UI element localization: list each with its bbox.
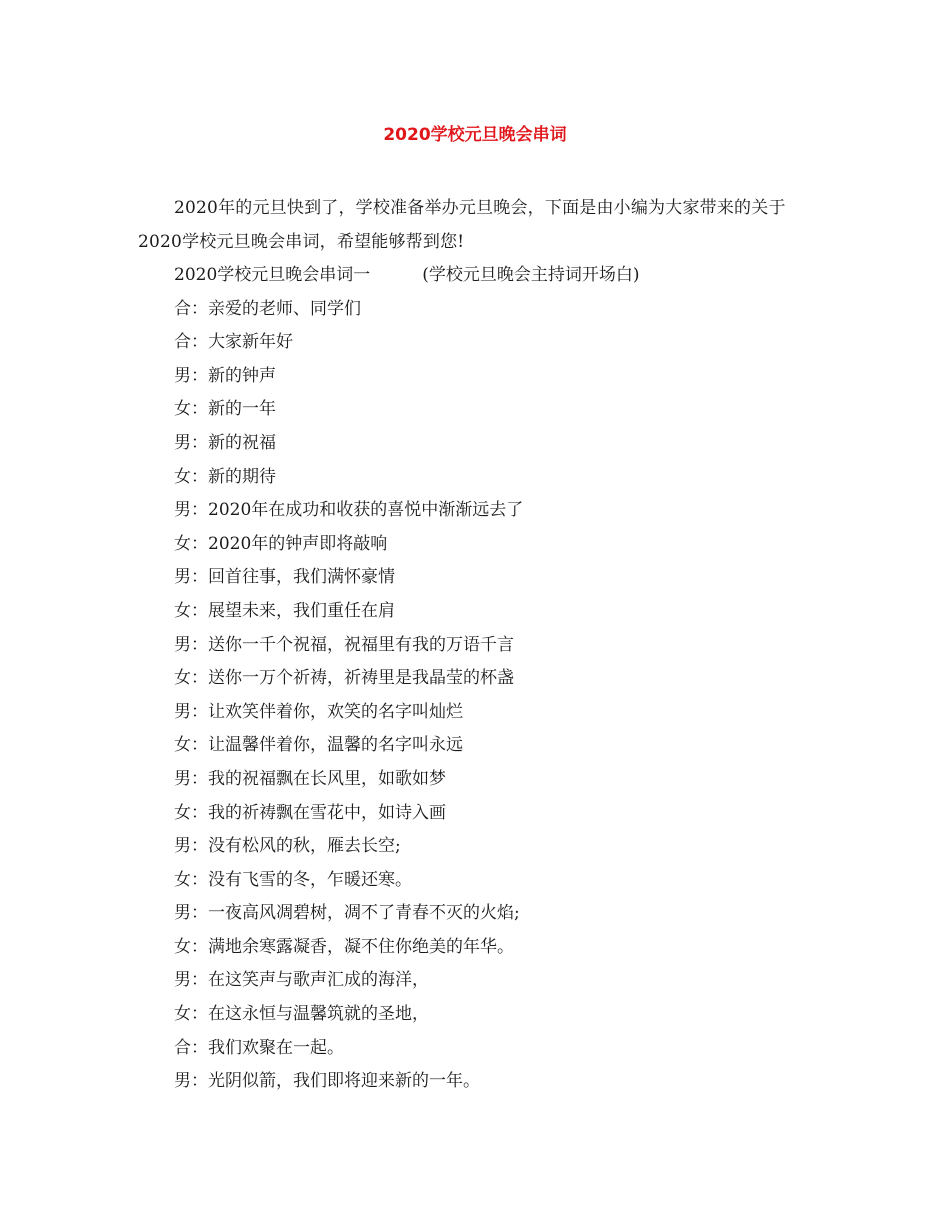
- dialogue-line: 男：新的祝福: [174, 432, 276, 453]
- dialogue-list: [138, 293, 818, 1099]
- dialogue-line: 女：新的期待: [174, 466, 276, 487]
- dialogue-line: 女：新的一年: [174, 399, 276, 420]
- dialogue-line: 男：没有松风的秋，雁去长空;: [174, 836, 401, 857]
- dialogue-line: 男：回首往事，我们满怀豪情: [174, 567, 395, 588]
- dialogue-line: 合：我们欢聚在一起。: [174, 1037, 344, 1058]
- dialogue-line: 男：在这笑声与歌声汇成的海洋，: [174, 970, 429, 991]
- dialogue-line: 男：一夜高风凋碧树，凋不了青春不灭的火焰;: [174, 903, 520, 924]
- dialogue-line: 男：新的钟声: [174, 365, 276, 386]
- dialogue-line: 男：让欢笑伴着你，欢笑的名字叫灿烂: [174, 701, 463, 722]
- dialogue-line: 女：没有飞雪的冬，乍暖还寒。: [174, 869, 412, 890]
- section-heading: [138, 259, 818, 293]
- dialogue-line: 男：2020年在成功和收获的喜悦中渐渐远去了: [174, 500, 524, 521]
- dialogue-line: 合：亲爱的老师、同学们: [174, 298, 361, 319]
- dialogue-line: 女：2020年的钟声即将敲响: [174, 533, 388, 554]
- document-title: 2020学校元旦晚会串词: [383, 125, 567, 145]
- dialogue-line: 男：光阴似箭，我们即将迎来新的一年。: [174, 1071, 480, 1092]
- document-body: [138, 192, 818, 1099]
- intro-paragraph: 2020年的元旦快到了，学校准备举办元旦晚会，下面是由小编为大家带来的关于2020学校元旦晚会串词，希望能够帮到您!: [138, 198, 786, 252]
- dialogue-line: 男：送你一千个祝福，祝福里有我的万语千言: [174, 634, 514, 655]
- dialogue-line: 男：我的祝福飘在长风里，如歌如梦: [174, 768, 446, 789]
- dialogue-line: 女：送你一万个祈祷，祈祷里是我晶莹的杯盏: [174, 668, 514, 689]
- dialogue-line: 女：在这永恒与温馨筑就的圣地，: [174, 1004, 429, 1025]
- dialogue-line: 女：让温馨伴着你，温馨的名字叫永远: [174, 735, 463, 756]
- dialogue-line: 女：我的祈祷飘在雪花中，如诗入画: [174, 802, 446, 823]
- dialogue-line: 女：展望未来，我们重任在肩: [174, 600, 395, 621]
- dialogue-line: 女：满地余寒露凝香，凝不住你绝美的年华。: [174, 936, 514, 957]
- dialogue-line: 合：大家新年好: [174, 332, 293, 353]
- section-heading-text: 2020学校元旦晚会串词一: [174, 265, 371, 285]
- section-note: (学校元旦晚会主持词开场白): [422, 265, 640, 285]
